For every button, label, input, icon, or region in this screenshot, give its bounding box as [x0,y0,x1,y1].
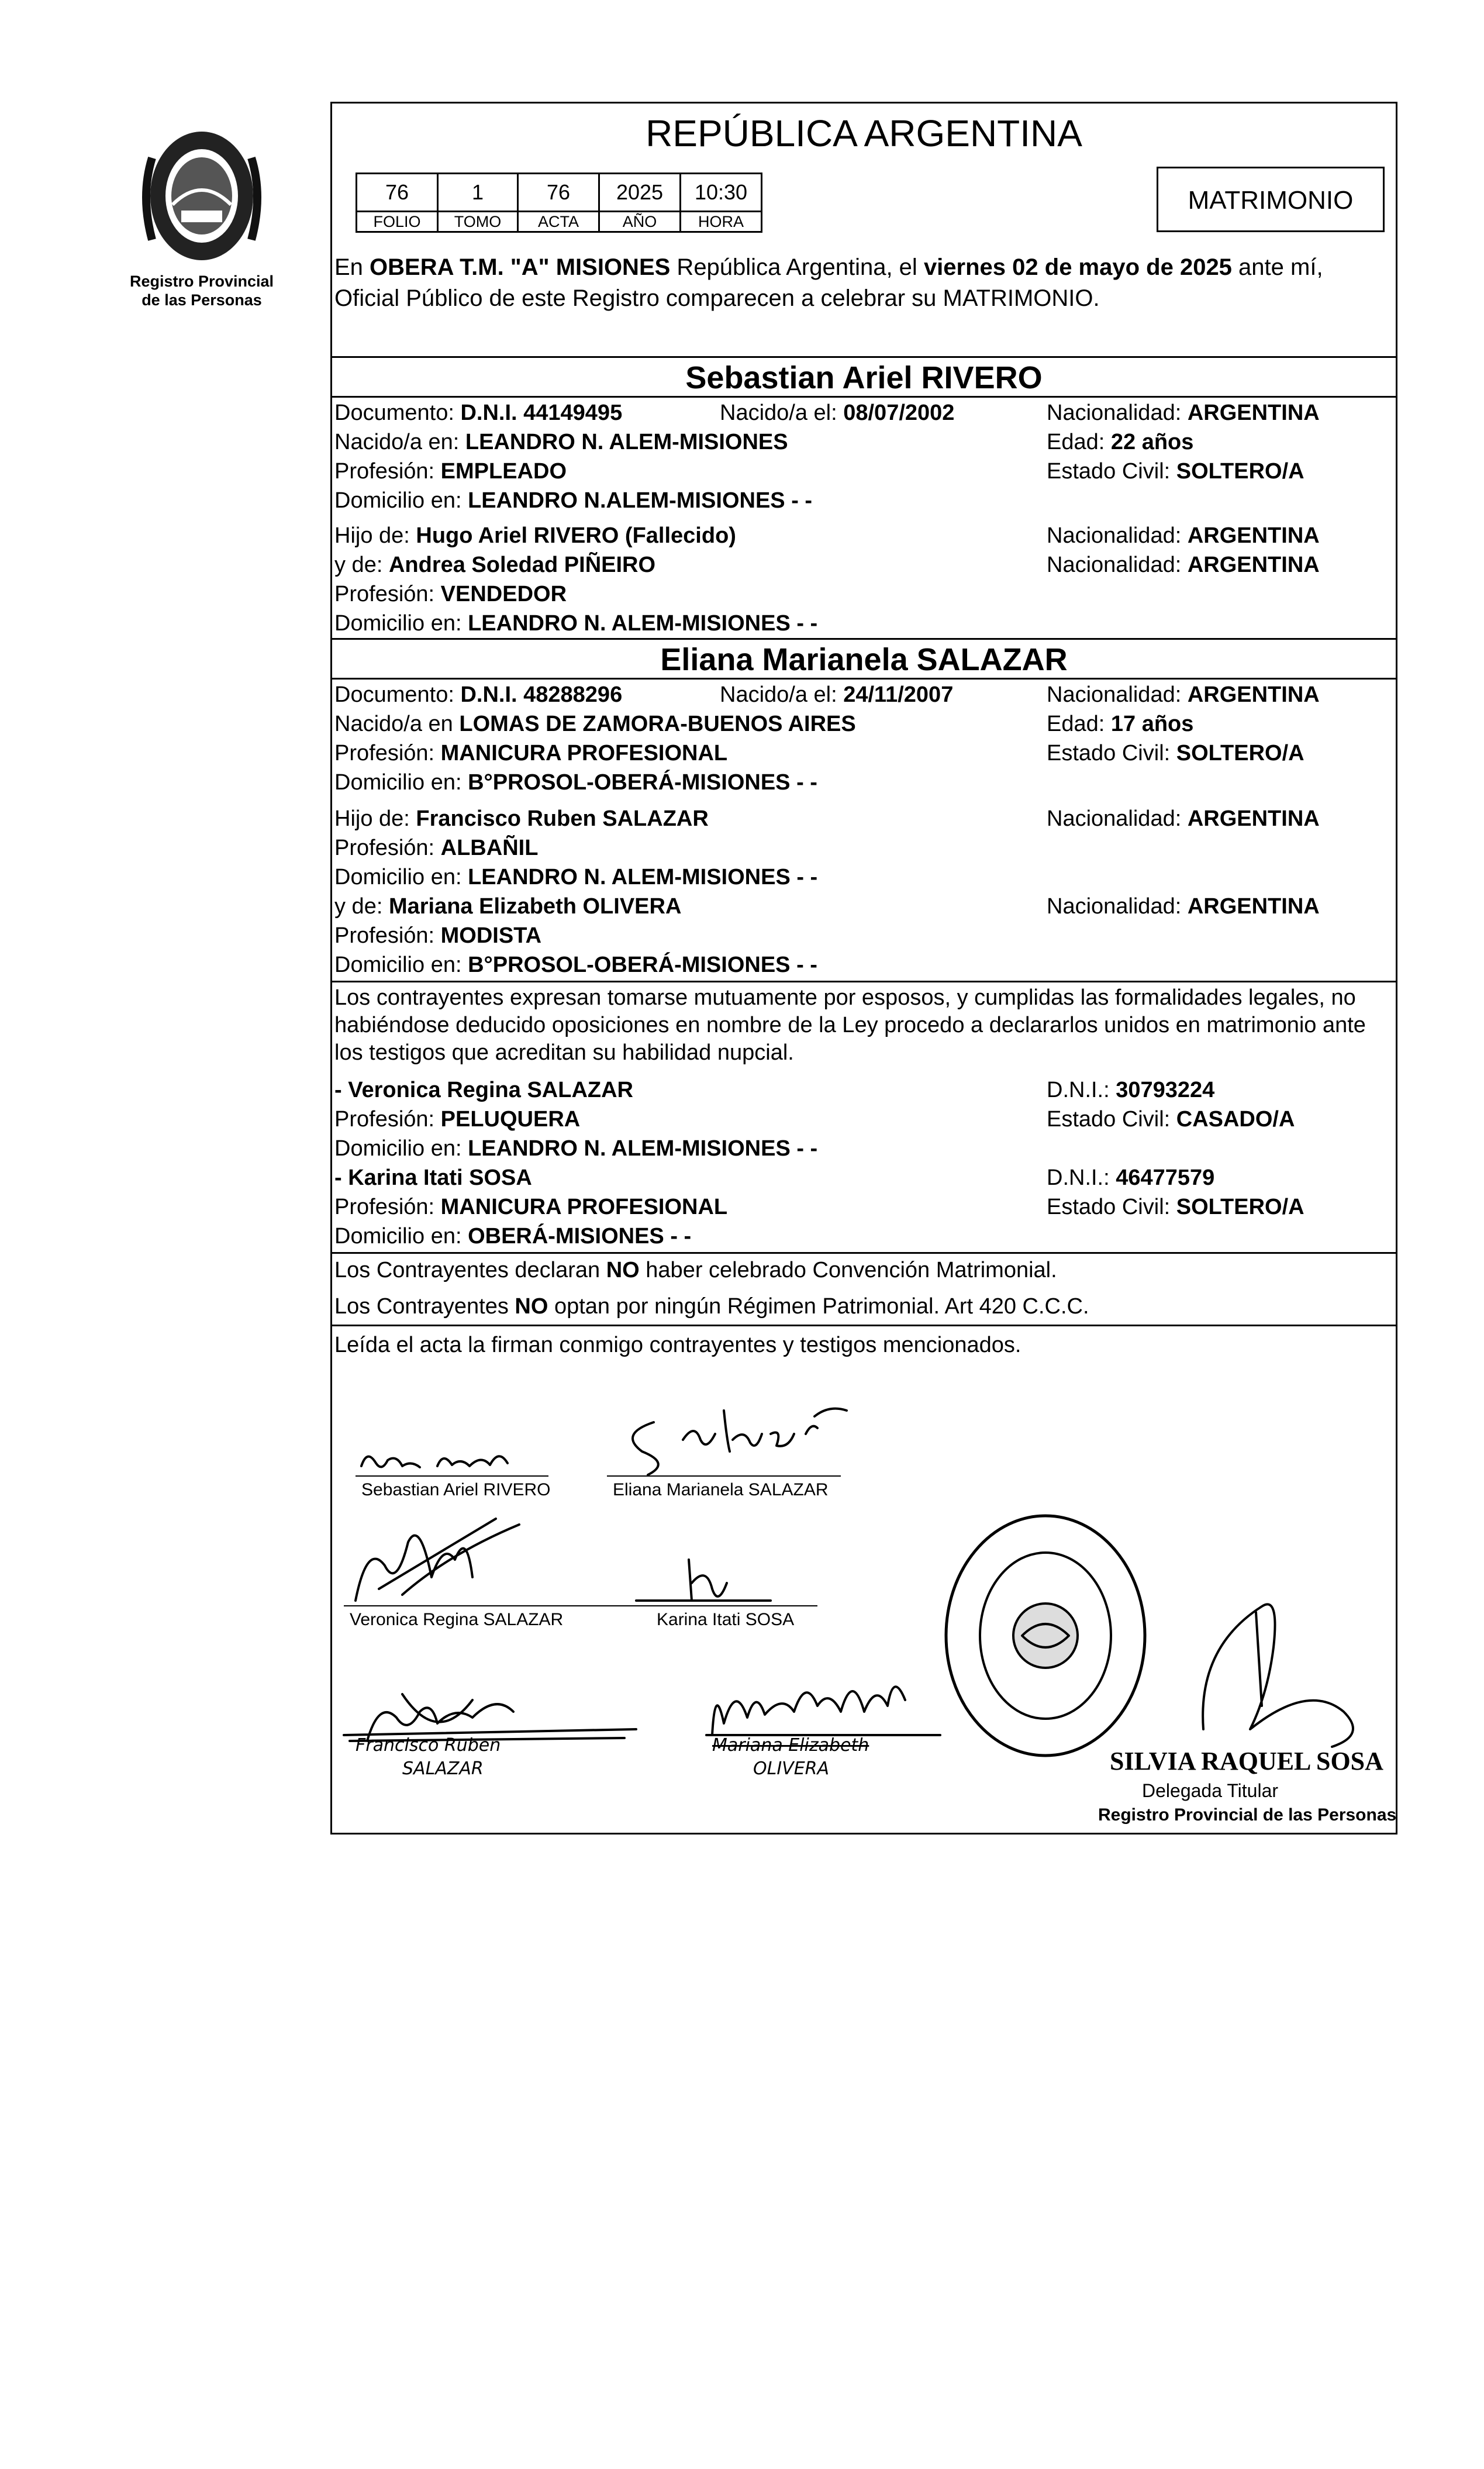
spouse1-estado-civil [1047,458,1304,485]
label: Nacionalidad: [1047,806,1188,831]
label: Documento: [334,682,461,707]
text: Los Contrayentes [334,1294,515,1319]
label: Estado Civil: [1047,1107,1176,1132]
value: LEANDRO N.ALEM-MISIONES - - [468,488,813,513]
witness2-name [334,1164,532,1191]
text: Los Contrayentes declaran [334,1258,606,1282]
spouse2-parent2-nacionalidad [1047,893,1320,920]
divider [332,1325,1396,1326]
spouse2-parent2-profesion [334,922,541,949]
value: Hugo Ariel RIVERO (Fallecido) [416,523,736,548]
anio-value: 2025 [599,174,681,212]
value: 22 años [1110,430,1194,454]
value: MANICURA PROFESIONAL [440,1195,728,1219]
officer-name: SILVIA RAQUEL SOSA [1110,1747,1383,1775]
label: Estado Civil: [1047,1195,1176,1219]
label: y de: [334,894,389,919]
tomo-label: TOMO [438,212,518,232]
spouse2-signature-line [607,1475,841,1477]
spouse1-domicilio [334,487,812,514]
spouse2-parent1 [334,805,709,832]
label: Nacido/a en: [334,430,465,454]
label: Hijo de: [334,523,416,548]
witness2-signature-icon [624,1554,776,1612]
value: ALBAÑIL [440,836,539,860]
spouse1-parent2-domicilio [334,610,817,637]
mother-signature-icon [700,1659,946,1747]
mother-handwritten-name: Mariana Elizabeth [712,1735,869,1756]
convention-line2 [334,1293,1089,1320]
value: ARGENTINA [1187,806,1320,831]
act-type-box: MATRIMONIO [1157,167,1385,232]
value: LOMAS DE ZAMORA-BUENOS AIRES [459,712,856,736]
declaration-text: Los contrayentes expresan tomarse mutuamente por esposos, y cumplidas las formalidades legales, no habiéndose deducido oposiciones en nombre de la Ley procedo a declararlos unidos en matrimonio ante los testigos que acreditan su habilidad nupcial. [334,985,1366,1065]
intro-place: OBERA T.M. "A" MISIONES [370,254,671,280]
value: - Veronica Regina SALAZAR [334,1078,633,1102]
value: ARGENTINA [1187,401,1320,425]
label: Profesión: [334,836,441,860]
label: Domicilio en: [334,865,468,889]
spouse2-nacionalidad [1047,681,1320,708]
label: Domicilio en: [334,953,468,977]
value: 24/11/2007 [843,682,954,707]
spouse2-documento [334,681,622,708]
witness1-name [334,1077,633,1104]
text: haber celebrado Convención Matrimonial. [639,1258,1057,1282]
label: Profesión: [334,1195,441,1219]
label: Nacido/a el: [720,401,844,425]
value: - Karina Itati SOSA [334,1165,532,1190]
label: y de: [334,553,389,577]
value: PELUQUERA [440,1107,581,1132]
anio-label: AÑO [599,212,681,232]
label: Nacionalidad: [1047,523,1188,548]
value: MANICURA PROFESIONAL [440,741,728,765]
label: Nacionalidad: [1047,894,1188,919]
value: CASADO/A [1176,1107,1295,1132]
provincial-seal-icon [117,123,287,269]
father-handwritten-surname: SALAZAR [402,1758,484,1779]
witness1-domicilio [334,1135,817,1162]
folio-label: FOLIO [357,212,438,232]
divider [332,678,1396,680]
spouse1-signature-label: Sebastian Ariel RIVERO [361,1480,551,1499]
spouse1-documento [334,399,622,426]
delegation-stamp-icon [940,1507,1151,1764]
officer-signature-icon [1192,1577,1379,1753]
father-handwritten-name: Francisco Ruben [356,1735,501,1756]
label: Edad: [1047,712,1111,736]
value: OBERÁ-MISIONES - - [468,1224,692,1249]
officer-title: Delegada Titular [1142,1780,1279,1801]
label: Domicilio en: [334,770,468,795]
value: D.N.I. 44149495 [460,401,623,425]
spouse2-estado-civil [1047,740,1304,767]
value: ARGENTINA [1187,523,1320,548]
value: LEANDRO N. ALEM-MISIONES [465,430,788,454]
label: Profesión: [334,582,441,606]
hora-label: HORA [681,212,762,232]
label: Domicilio en: [334,1136,468,1161]
label: Profesión: [334,923,441,948]
label: D.N.I.: [1047,1165,1116,1190]
value: VENDEDOR [440,582,567,606]
value: Francisco Ruben SALAZAR [416,806,709,831]
registry-numbers-table [356,173,762,233]
value: 08/07/2002 [843,401,955,425]
spouse1-signature-line [356,1475,548,1477]
witness2-signature-line [630,1605,817,1606]
spouse2-parent2 [334,893,681,920]
label: Nacido/a el: [720,682,844,707]
spouse2-parent1-profesion [334,835,538,861]
witness1-estado-civil [1047,1106,1295,1133]
spouse1-edad [1047,429,1193,456]
spouse2-parent2-domicilio [334,951,817,978]
value: LEANDRO N. ALEM-MISIONES - - [468,611,818,636]
value: B°PROSOL-OBERÁ-MISIONES - - [468,953,817,977]
label: Nacionalidad: [1047,682,1188,707]
witness2-dni [1047,1164,1214,1191]
acta-label: ACTA [518,212,599,232]
witness2-profesion [334,1194,727,1220]
divider [332,1252,1396,1254]
label: Nacido/a en [334,712,460,736]
label: Nacionalidad: [1047,553,1188,577]
label: Domicilio en: [334,488,468,513]
value: B°PROSOL-OBERÁ-MISIONES - - [468,770,817,795]
witness1-signature-label: Veronica Regina SALAZAR [350,1610,564,1629]
text: optan por ningún Régimen Patrimonial. Art 420 C.C.C. [548,1294,1089,1319]
spouse2-signature-label: Eliana Marianela SALAZAR [613,1480,829,1499]
logo-caption [117,272,287,309]
value: LEANDRO N. ALEM-MISIONES - - [468,1136,818,1161]
witness2-signature-label: Karina Itati SOSA [657,1610,795,1629]
value: 30793224 [1116,1078,1215,1102]
value: LEANDRO N. ALEM-MISIONES - - [468,865,818,889]
intro-date: viernes 02 de mayo de 2025 [923,254,1232,280]
label: Estado Civil: [1047,459,1176,484]
label: D.N.I.: [1047,1078,1116,1102]
value: MODISTA [440,923,542,948]
spouse1-parent1 [334,522,736,549]
spouse1-nacido-en [334,429,788,456]
country-title: REPÚBLICA ARGENTINA [646,112,1082,154]
hora-value: 10:30 [681,174,762,212]
logo-caption-line2: de las Personas [142,291,262,309]
label: Estado Civil: [1047,741,1176,765]
spouse2-domicilio [334,769,817,796]
value: SOLTERO/A [1176,741,1304,765]
value: ARGENTINA [1187,553,1320,577]
spouse2-parent1-domicilio [334,864,817,891]
value: 17 años [1110,712,1194,736]
label: Hijo de: [334,806,416,831]
witness1-signature-icon [344,1507,531,1612]
value: D.N.I. 48288296 [460,682,623,707]
acta-value: 76 [518,174,599,212]
mother-handwritten-surname: OLIVERA [753,1758,830,1779]
label: Profesión: [334,741,441,765]
spouse1-profesion [334,458,567,485]
folio-value: 76 [357,174,438,212]
divider [332,356,1396,358]
spouse2-name: Eliana Marianela SALAZAR [660,642,1068,677]
value: ARGENTINA [1187,682,1320,707]
tomo-value: 1 [438,174,518,212]
divider [332,396,1396,398]
spouse1-signature-icon [356,1437,548,1484]
divider [332,638,1396,640]
spouse1-parent2-profesion [334,581,567,608]
spouse1-name: Sebastian Ariel RIVERO [685,360,1043,395]
intro-text-3: ante mí, Oficial Público de este Registro comparecen a celebrar su MATRIMONIO. [334,254,1323,311]
label: Domicilio en: [334,1224,468,1249]
spouse1-parent2-nacionalidad [1047,551,1320,578]
label: Edad: [1047,430,1111,454]
spouse1-nacionalidad [1047,399,1320,426]
spouse1-parent1-nacionalidad [1047,522,1320,549]
logo-caption-line1: Registro Provincial [129,273,274,290]
intro-text-1: En [334,254,370,280]
closing-text: Leída el acta la firman conmigo contrayentes y testigos mencionados. [334,1333,1021,1357]
label: Nacionalidad: [1047,401,1188,425]
spouse2-nacido-el [720,681,953,708]
label: Documento: [334,401,461,425]
value: SOLTERO/A [1176,1195,1304,1219]
value: Mariana Elizabeth OLIVERA [388,894,682,919]
text-bold: NO [515,1294,548,1319]
spouse1-parent2 [334,551,655,578]
text-bold: NO [606,1258,640,1282]
divider [332,981,1396,982]
officer-org: Registro Provincial de las Personas [1098,1805,1397,1825]
witness1-dni [1047,1077,1214,1104]
witness2-estado-civil [1047,1194,1304,1220]
value: 46477579 [1116,1165,1215,1190]
label: Profesión: [334,1107,441,1132]
value: ARGENTINA [1187,894,1320,919]
label: Profesión: [334,459,441,484]
intro-paragraph [334,252,1393,314]
witness1-profesion [334,1106,580,1133]
spouse2-nacido-en [334,711,856,737]
registry-logo-block [117,123,287,309]
witness1-signature-line [344,1605,630,1606]
intro-text-2: República Argentina, el [670,254,924,280]
spouse2-signature-icon [607,1399,853,1481]
spouse2-profesion [334,740,727,767]
spouse2-parent1-nacionalidad [1047,805,1320,832]
value: Andrea Soledad PIÑEIRO [388,553,656,577]
convention-line1 [334,1257,1057,1284]
label: Domicilio en: [334,611,468,636]
value: SOLTERO/A [1176,459,1304,484]
value: EMPLEADO [440,459,567,484]
witness2-domicilio [334,1223,691,1250]
act-frame [330,102,1397,1834]
spouse2-edad [1047,711,1193,737]
spouse1-nacido-el [720,399,954,426]
